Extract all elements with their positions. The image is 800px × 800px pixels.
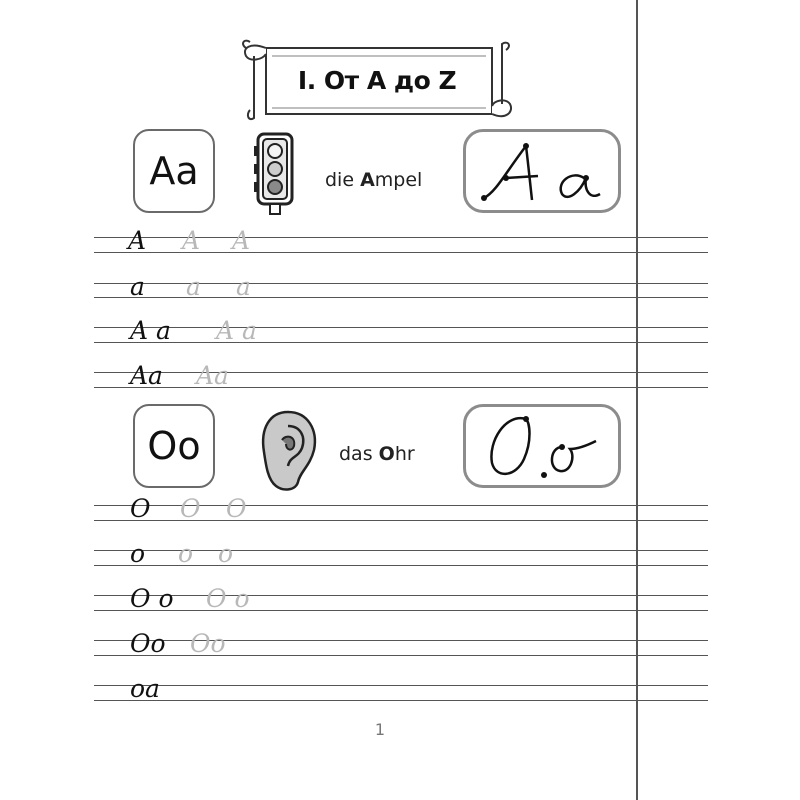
traffic-light-icon bbox=[252, 132, 298, 216]
practice-dark: Aa bbox=[130, 361, 163, 390]
practice-trace: O o bbox=[206, 584, 250, 613]
cursive-o-icon bbox=[466, 407, 618, 485]
practice-trace: A a bbox=[216, 316, 257, 345]
ruled-line bbox=[94, 700, 708, 701]
practice-trace: o bbox=[218, 539, 234, 568]
practice-dark: A a bbox=[130, 316, 171, 345]
practice-trace: A bbox=[232, 226, 251, 255]
letter-box-a: Aa bbox=[133, 129, 215, 213]
practice-dark: O o bbox=[130, 584, 174, 613]
ruled-line bbox=[94, 372, 708, 373]
practice-trace: O bbox=[180, 494, 201, 523]
practice-trace: a bbox=[186, 272, 201, 301]
cursive-a-icon bbox=[466, 132, 618, 210]
ruled-line bbox=[94, 685, 708, 686]
practice-dark: o bbox=[130, 539, 146, 568]
practice-dark: oa bbox=[130, 674, 160, 703]
page-title: I. От А до Z bbox=[297, 66, 457, 95]
practice-trace: Aa bbox=[196, 361, 229, 390]
ruled-line bbox=[94, 387, 708, 388]
margin-line bbox=[636, 0, 638, 800]
ruled-line bbox=[94, 327, 708, 328]
ruled-line bbox=[94, 595, 708, 596]
ruled-line bbox=[94, 640, 708, 641]
practice-trace: O bbox=[226, 494, 247, 523]
ear-icon bbox=[258, 408, 320, 492]
letter-box-o: Oo bbox=[133, 404, 215, 488]
page-number: 1 bbox=[374, 720, 386, 739]
ruled-line bbox=[94, 655, 708, 656]
ruled-line bbox=[94, 342, 708, 343]
practice-trace: A bbox=[182, 226, 201, 255]
word-ampel: die Ampel bbox=[325, 169, 423, 191]
practice-dark: O bbox=[130, 494, 151, 523]
word-ohr: das Ohr bbox=[339, 443, 415, 465]
practice-dark: a bbox=[130, 272, 145, 301]
practice-trace: Oo bbox=[190, 629, 226, 658]
cursive-sample-a bbox=[463, 129, 621, 213]
cursive-sample-o bbox=[463, 404, 621, 488]
practice-trace: a bbox=[236, 272, 251, 301]
practice-dark: A bbox=[128, 226, 147, 255]
practice-trace: o bbox=[178, 539, 194, 568]
practice-dark: Oo bbox=[130, 629, 166, 658]
ruled-line bbox=[94, 610, 708, 611]
